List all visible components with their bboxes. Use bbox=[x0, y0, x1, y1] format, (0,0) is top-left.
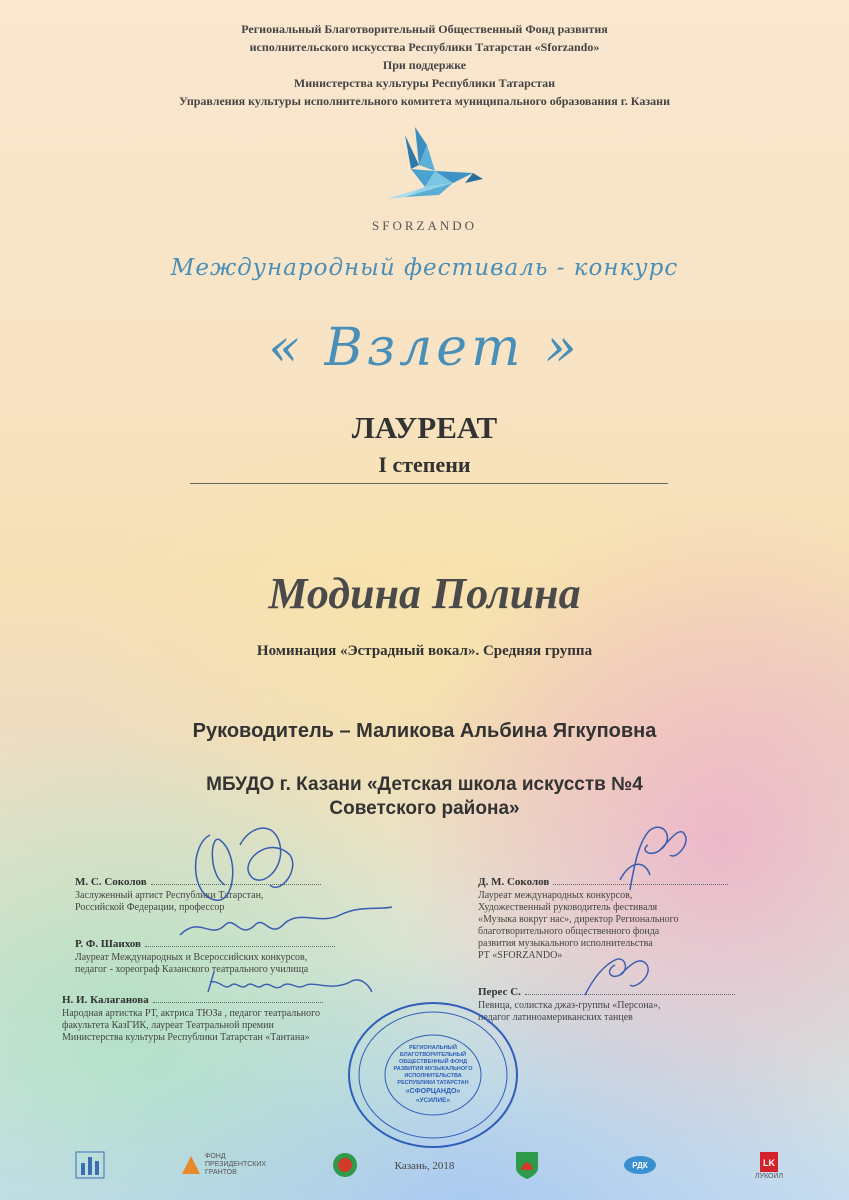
recipient-name: Модина Полина bbox=[268, 569, 581, 618]
school bbox=[0, 773, 849, 821]
lukoil-icon bbox=[759, 1151, 779, 1173]
signatory-name: Н. И. Калаганова bbox=[62, 994, 149, 1006]
stamp-text: РЕГИОНАЛЬНЫЙ bbox=[409, 1045, 457, 1051]
signatory-desc: Лауреат Международных и Всероссийских конкурсов, bbox=[75, 952, 308, 963]
footer-logo-kazan-emblem-icon bbox=[510, 1148, 544, 1182]
signatory-desc: Лауреат международных конкурсов, bbox=[478, 890, 633, 901]
brand-name: SFORZANDO bbox=[371, 218, 477, 233]
footer-logo-lukoil bbox=[752, 1148, 786, 1182]
stamp-text: «УСИЛИЕ» bbox=[415, 1097, 451, 1104]
stamp-text: ИСПОЛНИТЕЛЬСТВА bbox=[404, 1073, 462, 1079]
festival-subtitle: Международный фестиваль - конкурс bbox=[170, 255, 679, 281]
school-line-2: Советского района» bbox=[329, 798, 520, 819]
festival-title: « Взлет » bbox=[268, 318, 581, 378]
footer-logo-rtdk-icon bbox=[620, 1148, 660, 1182]
signatory-desc: педагог - хореограф Казанского театрального училища bbox=[75, 964, 309, 975]
school-line-1: МБУДО г. Казани «Детская школа искусств №4 bbox=[206, 774, 643, 795]
header-line-4: Министерства культуры Республики Татарстан bbox=[293, 76, 556, 90]
leader: Руководитель – Маликова Альбина Ягкуповна bbox=[192, 720, 657, 742]
signatory-name: М. С. Соколов bbox=[75, 876, 147, 888]
signatory-desc: Российской Федерации, профессор bbox=[75, 902, 225, 913]
signatory-desc: педагог латиноамериканских танцев bbox=[478, 1012, 633, 1023]
award-title: ЛАУРЕАТ bbox=[351, 410, 498, 445]
signatory-desc: Министерства культуры Республики Татарстан «Тантана» bbox=[62, 1032, 310, 1043]
presidential-grants-text: ФОНД ПРЕЗИДЕНТСКИХ ГРАНТОВ bbox=[205, 1153, 267, 1176]
svg-text:LK: LK bbox=[763, 1157, 775, 1168]
signatory-desc: факультета КазГИК, лауреат Театральной премии bbox=[62, 1020, 274, 1031]
award-degree: I степени bbox=[378, 452, 471, 477]
signatory-desc: Художественный руководитель фестиваля bbox=[478, 902, 658, 913]
signatory-desc: развития музыкального исполнительства bbox=[478, 938, 653, 949]
header-line-2: исполнительского искусства Республики Татарстан «Sforzando» bbox=[249, 40, 600, 54]
signatory-desc: благотворительного общественного фонда bbox=[478, 926, 660, 937]
signatory-desc: Народная артистка РТ, актриса ТЮЗа , педагог театрального bbox=[62, 1008, 320, 1019]
stamp-text: ОБЩЕСТВЕННЫЙ ФОНД bbox=[398, 1059, 468, 1065]
bird-logo-icon bbox=[375, 125, 485, 215]
signatory-desc: Заслуженный артист Республики Татарстан, bbox=[75, 890, 264, 901]
signatory-name: Р. Ф. Шаихов bbox=[75, 938, 141, 950]
signature-kalaganova-icon bbox=[200, 962, 380, 1002]
svg-text:РДК: РДК bbox=[632, 1161, 648, 1170]
signatory-name: Д. М. Соколов bbox=[478, 876, 550, 888]
signature-shaikhov-icon bbox=[170, 895, 400, 955]
stamp-text: «СФОРЦАНДО» bbox=[405, 1088, 461, 1095]
stamp-text: РАЗВИТИЯ МУЗЫКАЛЬНОГО bbox=[393, 1066, 473, 1072]
official-stamp-icon bbox=[345, 1000, 521, 1150]
signatory-desc: РТ «SFORZANDO» bbox=[478, 950, 563, 961]
signature-line bbox=[153, 1002, 323, 1003]
signature-peres-icon bbox=[575, 945, 665, 1005]
stamp-text: БЛАГОТВОРИТЕЛЬНЫЙ bbox=[399, 1052, 467, 1058]
nomination: Номинация «Эстрадный вокал». Средняя группа bbox=[256, 643, 593, 659]
city-date: Казань, 2018 bbox=[394, 1160, 455, 1172]
header-line-1: Региональный Благотворительный Общественный Фонд развития bbox=[241, 22, 608, 36]
signatory-desc: Певица, солистка джаз-группы «Персона», bbox=[478, 1000, 661, 1011]
divider-line bbox=[190, 483, 668, 484]
lukoil-text: ЛУКОЙЛ bbox=[754, 1172, 784, 1180]
signatory-name: Перес С. bbox=[478, 986, 521, 998]
header-line-3: При поддержке bbox=[382, 58, 467, 72]
signature-sokolov-dm-icon bbox=[590, 820, 700, 900]
header-line-5: Управления культуры исполнительного комитета муниципального образования г. Казани bbox=[179, 94, 670, 108]
stamp-text: РЕСПУБЛИКИ ТАТАРСТАН bbox=[397, 1080, 469, 1086]
signatory-desc: «Музыка вокруг нас», директор Регионального bbox=[478, 914, 679, 925]
